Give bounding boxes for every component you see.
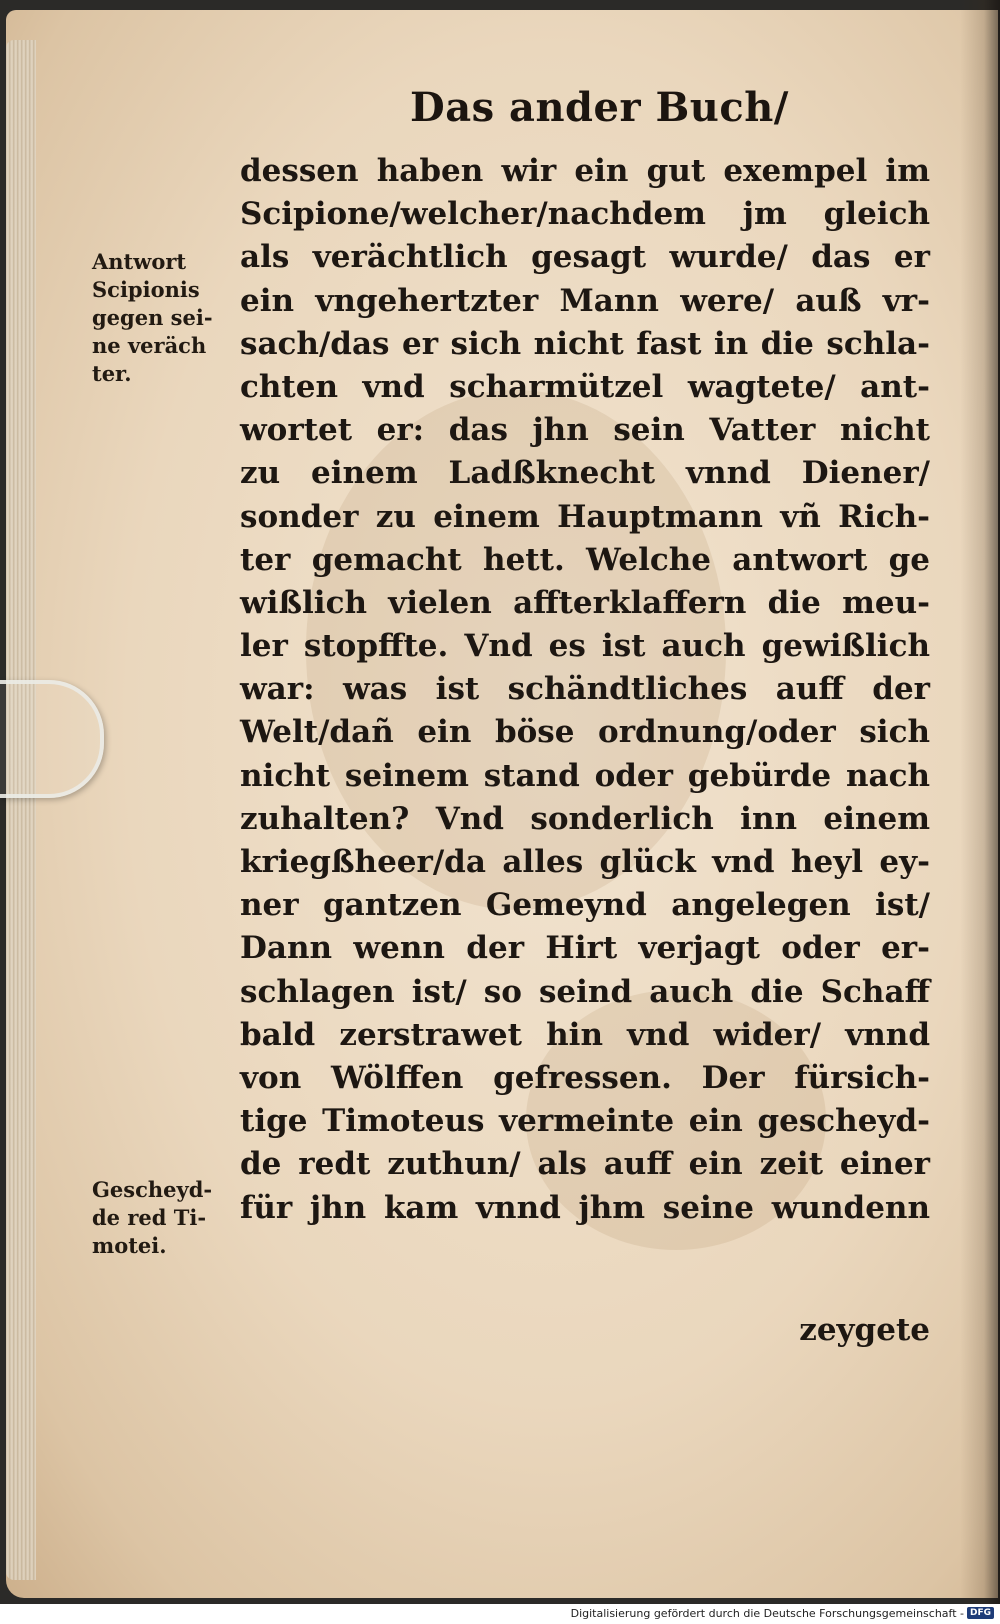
digitization-credit xyxy=(571,1604,994,1622)
marginal-note-line: Scipionis xyxy=(92,277,200,302)
text-line: für jhn kam vnnd jhm seine wundenn xyxy=(240,1189,930,1226)
dfg-logo: DFG xyxy=(967,1607,994,1619)
page-edges xyxy=(6,40,36,1580)
text-line: ter gemacht hett. Welche antwort ge xyxy=(240,541,930,578)
credit-text: Digitalisierung gefördert durch die Deutsche Forschungsgemeinschaft - xyxy=(570,1606,964,1620)
text-line: tige Timoteus vermeinte ein gescheyd- xyxy=(240,1103,930,1140)
text-line: Scipione/welcher/nachdem jm gleich xyxy=(240,196,930,233)
text-line: wortet er: das jhn sein Vatter nicht xyxy=(240,412,930,449)
page-clip xyxy=(0,680,104,798)
text-line: von Wölffen gefressen. Der fürsich- xyxy=(240,1059,930,1096)
text-line: chten vnd scharmützel wagtete/ ant- xyxy=(240,368,930,405)
text-line: zuhalten? Vnd sonderlich inn einem xyxy=(240,800,930,837)
catchword: zeygete xyxy=(799,1312,930,1348)
text-line: zu einem Ladßknecht vnnd Diener/ xyxy=(240,455,930,492)
text-line: sonder zu einem Hauptmann vñ Rich- xyxy=(240,498,930,535)
marginal-note-line: gegen sei- xyxy=(92,305,213,330)
running-header: Das ander Buch/ xyxy=(410,84,789,131)
book-gutter xyxy=(960,0,1000,1604)
text-line: war: was ist schändtliches auff der xyxy=(240,671,930,708)
text-line: wißlich vielen affterklaffern die meu- xyxy=(240,584,930,621)
text-line: de redt zuthun/ als auff ein zeit einer xyxy=(240,1146,930,1183)
text-line: ein vngehertzter Mann were/ auß vr- xyxy=(240,282,930,319)
text-line: Welt/dañ ein böse ordnung/oder sich xyxy=(240,714,930,751)
marginal-note xyxy=(92,1176,212,1260)
text-line: ner gantzen Gemeynd angelegen ist/ xyxy=(240,887,930,924)
marginal-note-line: motei. xyxy=(92,1233,167,1258)
text-line: kriegßheer/da alles glück vnd heyl ey- xyxy=(240,844,930,880)
marginal-note-line: de red Ti- xyxy=(92,1205,207,1230)
text-line: als verächtlich gesagt wurde/ das er xyxy=(240,239,930,276)
text-line: nicht seinem stand oder gebürde nach xyxy=(240,757,930,794)
marginal-note-line: ne veräch xyxy=(92,333,207,358)
text-line: schlagen ist/ so seind auch die Schaff xyxy=(240,973,930,1010)
marginal-note-line: Gescheyd- xyxy=(92,1177,213,1202)
text-line: sach/das er sich nicht fast in die schla- xyxy=(240,325,930,362)
marginal-note-line: Antwort xyxy=(92,249,187,274)
marginal-note-line: ter. xyxy=(92,361,132,386)
text-line: Dann wenn der Hirt verjagt oder er- xyxy=(240,930,930,967)
text-line: dessen haben wir ein gut exempel im xyxy=(240,153,930,189)
marginal-note xyxy=(92,248,213,388)
text-line: ler stopffte. Vnd es ist auch gewißlich xyxy=(240,628,930,665)
body-text xyxy=(240,150,930,1230)
text-line: bald zerstrawet hin vnd wider/ vnnd xyxy=(240,1016,930,1053)
